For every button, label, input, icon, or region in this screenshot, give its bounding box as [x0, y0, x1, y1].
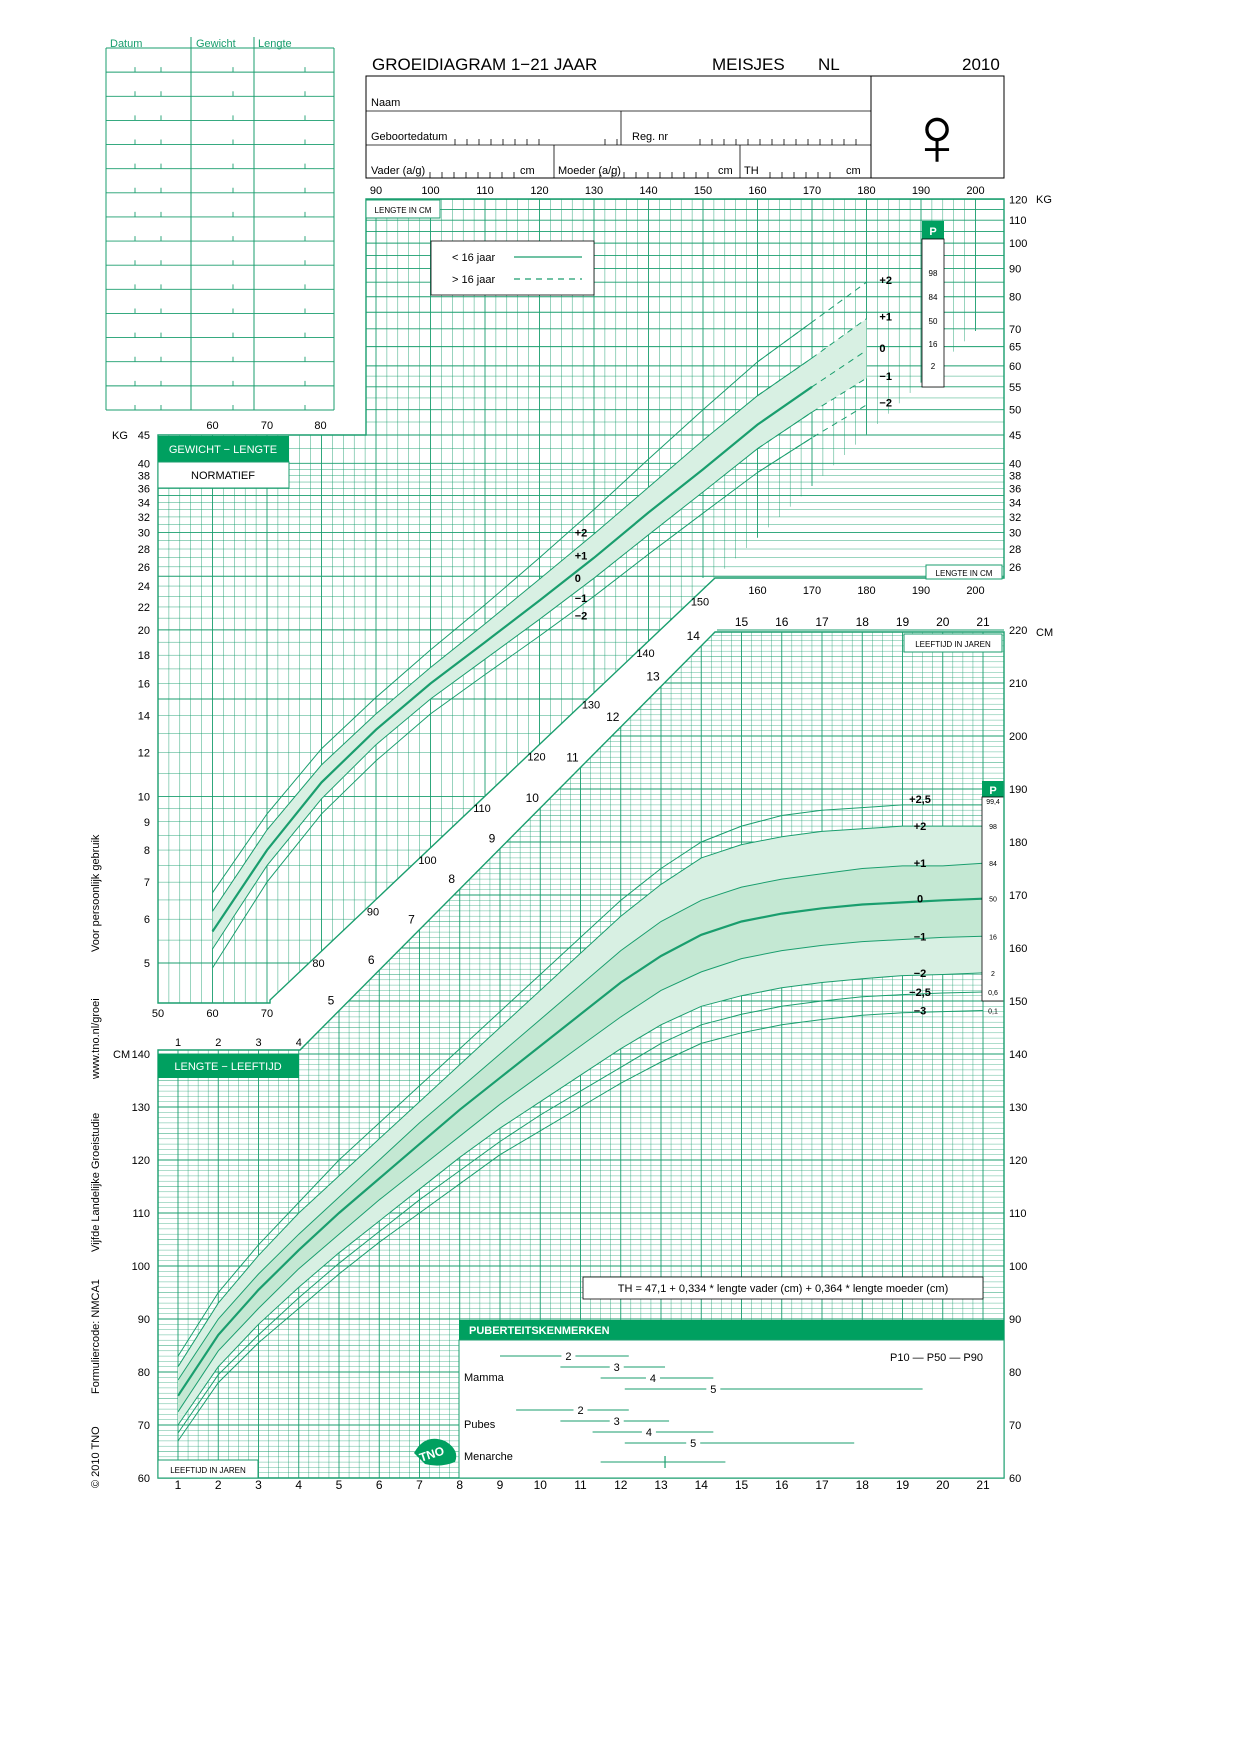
length-x-tick-bottom: 20	[936, 1478, 950, 1492]
length-x-tick-bottom: 10	[533, 1478, 547, 1492]
weight-x-tick-top: 100	[421, 185, 440, 197]
moeder-unit: cm	[718, 165, 733, 177]
length-sd-label: +1	[913, 858, 927, 871]
female-symbol-icon: ♀	[905, 89, 969, 183]
length-sd-label: −1	[913, 931, 927, 944]
weight-y-tick-left: 9	[143, 816, 150, 829]
length-percentile: 99,4	[986, 798, 1000, 806]
vader-unit: cm	[520, 165, 535, 177]
length-y-unit-left: CM	[113, 1049, 131, 1061]
weight-sd-label-end: +2	[879, 274, 892, 287]
weight-y-tick-left: 20	[137, 624, 150, 637]
weight-percentile: 84	[928, 293, 938, 302]
length-x-tick-diag-start: 4	[295, 1037, 302, 1049]
weight-sd-label-end: −1	[879, 370, 892, 383]
weight-x-tick-top: 170	[802, 185, 822, 197]
weight-y-tick-right: 80	[1009, 291, 1022, 304]
weight-x-tick-diag: 150	[690, 596, 710, 609]
weight-y-tick-left: 6	[143, 914, 150, 927]
length-y-tick-right: 220	[1009, 625, 1028, 637]
weight-x-tick-mid: 70	[260, 420, 274, 432]
weight-y-tick-right: 28	[1009, 544, 1022, 557]
legend-label-under16: < 16 jaar	[452, 252, 496, 264]
weight-x-tick-mid: 80	[314, 420, 327, 432]
weight-y-tick-right: 90	[1009, 263, 1022, 276]
weight-y-tick-right: 40	[1009, 458, 1022, 471]
length-y-tick-right: 150	[1009, 996, 1028, 1008]
length-x-tick-diag: 12	[606, 709, 620, 724]
moeder-label: Moeder (a/g)	[558, 165, 621, 177]
puberty-stage-label: 4	[649, 1373, 657, 1385]
weight-percentile: 2	[930, 362, 936, 371]
weight-y-tick-left: 12	[137, 747, 150, 760]
puberty-stage-label: 2	[565, 1351, 572, 1363]
log-table-header-0: Datum	[110, 38, 143, 50]
th-label: TH	[744, 165, 759, 177]
weight-sd-label-end: −2	[879, 397, 892, 410]
weight-x-tick-top: 160	[748, 185, 767, 197]
legend-label-over16: > 16 jaar	[452, 274, 496, 286]
weight-x-tick-bottom: 60	[206, 1008, 219, 1020]
puberty-stage-label: 3	[613, 1362, 620, 1374]
weight-y-tick-left: 38	[137, 470, 150, 483]
weight-y-tick-left: 8	[143, 845, 150, 858]
weight-y-tick-right: 55	[1009, 381, 1022, 394]
weight-y-tick-left: 7	[143, 877, 150, 890]
weight-y-tick-right: 110	[1009, 215, 1027, 228]
naam-label: Naam	[371, 97, 401, 109]
weight-y-tick-left: 26	[137, 561, 150, 574]
vader-label: Vader (a/g)	[371, 165, 426, 177]
weight-xlabel: LENGTE IN CM	[374, 206, 432, 215]
weight-sd-label-mid: +1	[574, 550, 588, 563]
length-y-tick-right: 110	[1009, 1208, 1027, 1220]
length-y-tick-right: 140	[1009, 1049, 1028, 1061]
length-sd-label: −2	[913, 967, 927, 980]
weight-x-tick-top: 90	[369, 185, 383, 197]
length-x-tick-bottom: 21	[976, 1478, 990, 1492]
weight-y-tick-right: 70	[1009, 323, 1022, 336]
puberty-category-mamma: Mamma	[464, 1372, 504, 1384]
length-y-tick-left: 60	[137, 1473, 150, 1485]
length-y-tick-left: 140	[131, 1049, 150, 1061]
length-x-tick-bottom: 12	[614, 1478, 628, 1492]
sex-label: MEISJES	[712, 55, 785, 74]
weight-y-tick-right: 60	[1009, 360, 1022, 373]
weight-x-tick-top: 120	[530, 185, 549, 197]
geboortedatum-label: Geboortedatum	[371, 131, 448, 143]
length-x-tick-top: 19	[895, 615, 910, 629]
puberty-category-menarche: Menarche	[464, 1451, 513, 1463]
length-x-tick-bottom: 18	[855, 1478, 869, 1492]
weight-y-tick-left: 24	[137, 581, 150, 594]
weight-sd-label-mid: +2	[574, 527, 588, 540]
length-y-tick-left: 90	[137, 1314, 150, 1326]
length-x-tick-diag: 5	[327, 993, 335, 1008]
weight-y-tick-left: 36	[137, 483, 150, 496]
length-y-tick-right: 210	[1009, 678, 1028, 690]
weight-p-label: P	[929, 226, 937, 238]
weight-y-tick-left: 18	[137, 650, 150, 663]
length-x-tick-bottom: 7	[416, 1478, 423, 1492]
length-percentile: 98	[989, 824, 997, 832]
weight-legend-box	[431, 241, 594, 295]
length-y-tick-right: 170	[1009, 890, 1028, 902]
weight-y-unit-left: KG	[112, 430, 128, 442]
length-xlabel-top: LEEFTIJD IN JAREN	[915, 640, 991, 649]
length-x-tick-diag: 8	[448, 872, 456, 887]
length-x-tick-diag: 14	[686, 628, 700, 643]
length-sd-label: −2,5	[909, 986, 931, 999]
weight-y-tick-right: 45	[1009, 430, 1022, 442]
puberty-stage-label: 5	[690, 1438, 697, 1450]
length-percentile: 0,6	[988, 989, 998, 997]
weight-sd-label-end: 0	[879, 342, 886, 355]
length-x-tick-diag-start: 2	[215, 1037, 222, 1049]
puberty-legend: P10 — P50 — P90	[890, 1352, 983, 1364]
weight-x-tick-cut: 170	[802, 585, 822, 597]
weight-x-tick-top: 150	[693, 185, 713, 197]
puberty-title: PUBERTEITSKENMERKEN	[469, 1325, 610, 1337]
length-x-tick-top: 15	[734, 615, 749, 629]
length-y-tick-right: 130	[1009, 1102, 1028, 1114]
weight-y-tick-left: 5	[143, 958, 150, 970]
length-x-tick-top: 20	[936, 615, 950, 629]
length-x-tick-bottom: 5	[335, 1478, 343, 1492]
puberty-stage-label: 5	[710, 1384, 717, 1396]
weight-x-tick-bottom: 50	[151, 1008, 165, 1020]
length-x-tick-bottom: 4	[295, 1478, 303, 1492]
weight-chart-title: GEWICHT − LENGTE	[168, 444, 278, 456]
weight-y-unit-right: KG	[1036, 194, 1052, 206]
tno-logo-text: TNO	[417, 1443, 446, 1465]
weight-y-tick-left: 32	[137, 511, 150, 524]
length-y-tick-right: 90	[1009, 1314, 1022, 1326]
length-x-tick-bottom: 9	[496, 1478, 504, 1492]
weight-x-tick-diag: 120	[527, 751, 546, 764]
weight-y-tick-right: 50	[1009, 404, 1022, 417]
weight-y-tick-left: 40	[137, 458, 150, 471]
length-x-tick-bottom: 19	[895, 1478, 910, 1492]
length-percentile: 0,1	[988, 1008, 998, 1016]
puberty-stage-label: 4	[645, 1427, 652, 1439]
length-sd-label: +2,5	[909, 793, 931, 806]
weight-x-tick-cut: 180	[857, 585, 876, 597]
length-y-tick-right: 200	[1009, 731, 1028, 743]
length-y-tick-right: 60	[1009, 1473, 1022, 1485]
length-sd-label: 0	[916, 893, 924, 906]
weight-y-tick-left: 14	[137, 710, 150, 723]
weight-x-tick-cut: 200	[966, 585, 985, 597]
weight-x-tick-top: 110	[476, 185, 494, 197]
length-x-tick-bottom: 11	[574, 1478, 587, 1492]
weight-y-tick-left: 22	[137, 601, 150, 614]
length-y-unit-right: CM	[1036, 627, 1054, 639]
length-percentile: 16	[989, 934, 997, 942]
weight-x-tick-top: 190	[911, 185, 931, 197]
weight-y-tick-left: 28	[137, 544, 150, 557]
length-percentile: 50	[989, 896, 997, 904]
length-x-tick-bottom: 16	[775, 1478, 789, 1492]
side-text-0: © 2010 TNO	[90, 1426, 102, 1488]
length-x-tick-bottom: 14	[694, 1478, 708, 1492]
length-x-tick-bottom: 8	[456, 1478, 464, 1492]
length-x-tick-top: 18	[855, 615, 869, 629]
weight-sd-label-mid: −1	[574, 592, 588, 605]
weight-x-tick-top: 200	[966, 185, 985, 197]
country-label: NL	[818, 55, 840, 74]
weight-sd-label-mid: 0	[574, 573, 581, 586]
weight-x-tick-cut: 190	[911, 585, 931, 597]
weight-y-tick-right: 36	[1009, 483, 1022, 496]
weight-percentile: 98	[928, 269, 938, 278]
weight-y-tick-right: 65	[1009, 341, 1022, 354]
length-x-tick-diag: 11	[566, 750, 579, 765]
chart-title: GROEIDIAGRAM 1−21 JAAR	[372, 55, 598, 74]
length-y-tick-left: 110	[132, 1208, 150, 1220]
th-unit: cm	[846, 165, 861, 177]
puberty-stage-label: 2	[577, 1405, 584, 1417]
length-x-tick-top: 21	[976, 615, 990, 629]
weight-x-tick-diag: 140	[636, 648, 655, 661]
weight-x-tick-mid: 60	[206, 420, 219, 432]
length-y-tick-left: 100	[131, 1261, 150, 1273]
log-table-header-2: Lengte	[258, 38, 292, 50]
weight-x-tick-diag: 130	[581, 699, 601, 712]
weight-y-tick-left: 10	[137, 791, 150, 804]
length-y-tick-right: 80	[1009, 1367, 1022, 1379]
weight-y-tick-right: 100	[1009, 238, 1028, 251]
weight-y-tick-right: 32	[1009, 511, 1022, 524]
weight-x-tick-top: 180	[857, 185, 876, 197]
weight-x-tick-cut: 160	[748, 585, 767, 597]
side-text-3: www.tno.nl/groei	[90, 998, 102, 1079]
length-y-tick-right: 120	[1009, 1155, 1028, 1167]
weight-percentile: 50	[928, 317, 938, 326]
side-text-1: Formuliercode: NMCA1	[90, 1279, 102, 1394]
length-x-tick-bottom: 1	[174, 1478, 182, 1492]
weight-x-tick-diag: 100	[418, 854, 437, 867]
th-formula: TH = 47,1 + 0,334 * lengte vader (cm) + 0,364 * lengte moeder (cm)	[617, 1283, 949, 1295]
weight-y-tick-left: 34	[137, 497, 150, 510]
length-percentile: 84	[989, 861, 997, 869]
length-sd-label: +2	[913, 821, 927, 834]
year-label: 2010	[962, 55, 1000, 74]
length-y-tick-right: 100	[1009, 1261, 1028, 1273]
length-y-tick-right: 70	[1009, 1420, 1022, 1432]
length-x-tick-diag: 13	[646, 669, 660, 684]
length-x-tick-diag: 10	[525, 791, 539, 806]
length-y-tick-left: 130	[131, 1102, 150, 1114]
length-x-tick-bottom: 6	[375, 1478, 383, 1492]
length-p-label: P	[989, 785, 997, 797]
weight-y-tick-right: 30	[1009, 527, 1022, 540]
weight-y-tick-right: 120	[1009, 194, 1028, 207]
side-text-4: Voor persoonlijk gebruik	[90, 834, 102, 952]
log-table-header-1: Gewicht	[196, 38, 236, 50]
weight-y-tick-right: 34	[1009, 497, 1022, 510]
length-sd-label: −3	[913, 1005, 927, 1018]
weight-xlabel-2: LENGTE IN CM	[935, 569, 993, 578]
puberty-stage-label: 3	[613, 1416, 620, 1428]
weight-sd-label-mid: −2	[574, 610, 588, 623]
side-text-2: Vijfde Landelijke Groeistudie	[90, 1112, 102, 1252]
puberty-category-pubes: Pubes	[464, 1419, 496, 1431]
length-x-tick-top: 16	[775, 615, 789, 629]
length-chart-title: LENGTE − LEEFTIJD	[174, 1061, 282, 1073]
weight-x-tick-top: 140	[639, 185, 658, 197]
length-x-tick-diag: 9	[488, 831, 496, 846]
weight-x-tick-diag: 80	[312, 958, 325, 971]
length-x-tick-diag-start: 3	[255, 1037, 262, 1049]
length-x-tick-bottom: 13	[654, 1478, 668, 1492]
length-x-tick-bottom: 15	[734, 1478, 749, 1492]
weight-y-tick-right: 26	[1009, 561, 1022, 574]
weight-y-tick-left: 45	[137, 430, 150, 442]
length-percentile: 2	[991, 970, 995, 978]
length-x-tick-top: 17	[815, 615, 829, 629]
length-y-tick-right: 190	[1009, 784, 1028, 796]
length-y-tick-left: 120	[131, 1155, 150, 1167]
length-x-tick-bottom: 3	[255, 1478, 262, 1492]
length-x-tick-bottom: 17	[815, 1478, 829, 1492]
weight-chart-subtitle: NORMATIEF	[191, 470, 255, 482]
length-x-tick-diag: 6	[367, 953, 375, 968]
length-y-tick-left: 80	[137, 1367, 150, 1379]
weight-y-tick-left: 30	[137, 527, 150, 540]
length-x-tick-bottom: 2	[214, 1478, 222, 1492]
weight-x-tick-bottom: 70	[260, 1008, 274, 1020]
weight-x-tick-top: 130	[584, 185, 604, 197]
length-y-tick-right: 180	[1009, 837, 1028, 849]
weight-percentile: 16	[928, 340, 938, 349]
frame-layer	[106, 37, 1004, 1478]
length-x-tick-diag: 7	[408, 912, 415, 927]
length-y-tick-left: 70	[137, 1420, 150, 1432]
weight-y-tick-right: 38	[1009, 470, 1022, 483]
regnr-label: Reg. nr	[632, 131, 669, 143]
weight-x-tick-diag: 110	[473, 803, 491, 816]
length-x-tick-diag-start: 1	[174, 1037, 182, 1049]
length-y-tick-right: 160	[1009, 943, 1028, 955]
weight-y-tick-left: 16	[137, 678, 150, 691]
length-xlabel-bottom: LEEFTIJD IN JAREN	[170, 1466, 246, 1475]
weight-x-tick-diag: 90	[366, 906, 380, 919]
weight-sd-label-end: +1	[879, 311, 892, 324]
